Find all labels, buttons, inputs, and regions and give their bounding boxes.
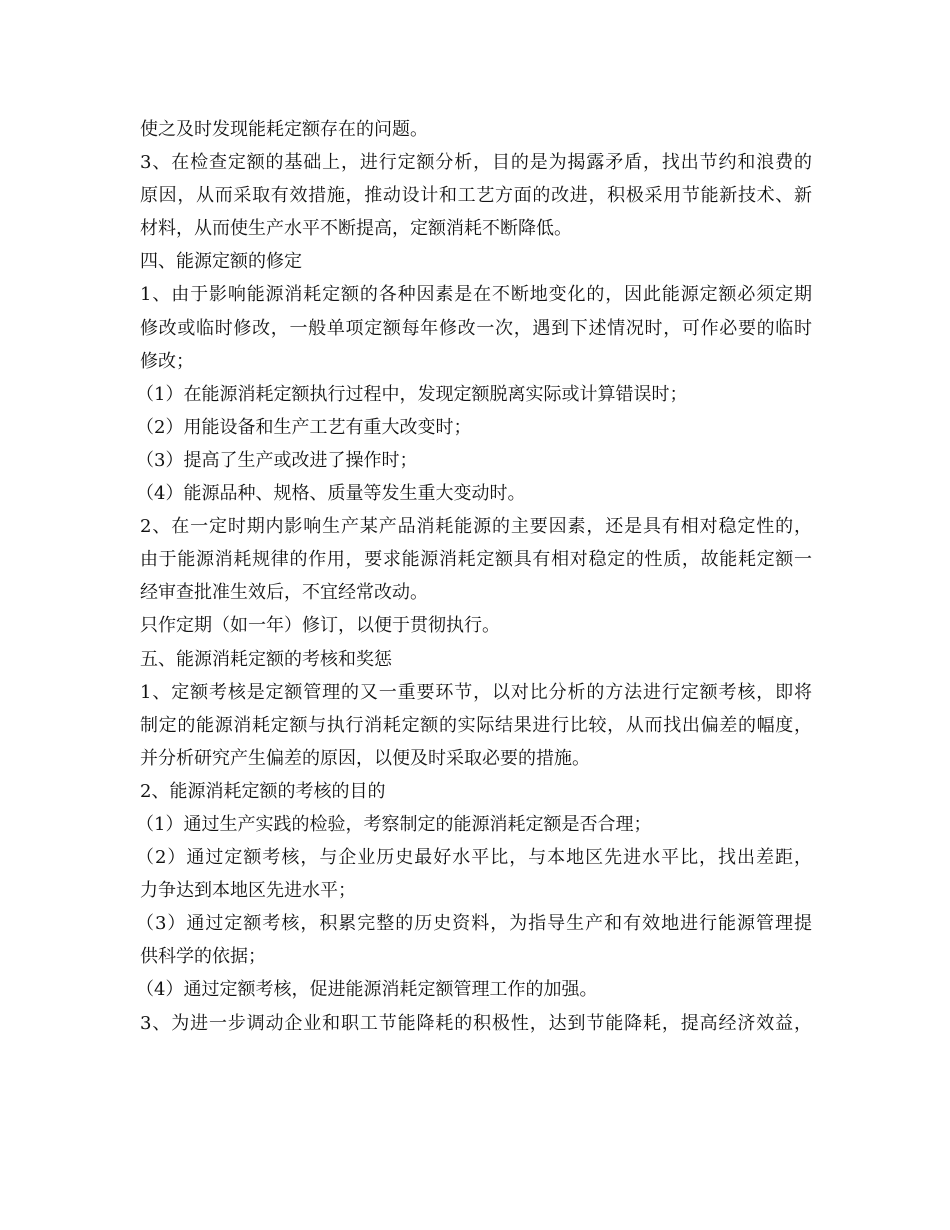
paragraph-line: 制定的能源消耗定额与执行消耗定额的实际结果进行比较，从而找出偏差的幅度，	[140, 714, 812, 736]
paragraph-line: 3、为进一步调动企业和职工节能降耗的积极性，达到节能降耗，提高经济效益，	[140, 1012, 812, 1034]
paragraph-line: 并分析研究产生偏差的原因，以便及时采取必要的措施。	[140, 747, 590, 769]
paragraph-line: 使之及时发现能耗定额存在的问题。	[140, 119, 428, 140]
list-item: （1）通过生产实践的检验，考察制定的能源消耗定额是否合理；	[136, 813, 652, 835]
list-item-continuation: 供科学的依据；	[140, 946, 266, 968]
section-heading: 四、能源定额的修定	[140, 251, 302, 273]
list-item-continuation: 力争达到本地区先进水平；	[140, 880, 356, 902]
list-item: （2）通过定额考核，与企业历史最好水平比，与本地区先进水平比，找出差距，	[136, 847, 812, 869]
list-item: （3）通过定额考核，积累完整的历史资料，为指导生产和有效地进行能源管理提	[136, 913, 812, 935]
paragraph-line: 经审查批准生效后，不宜经常改动。	[140, 582, 428, 604]
paragraph-line: 1、定额考核是定额管理的又一重要环节，以对比分析的方法进行定额考核，即将	[140, 681, 812, 703]
list-item: （1）在能源消耗定额执行过程中，发现定额脱离实际或计算错误时；	[136, 383, 688, 405]
paragraph-line: 材料，从而使生产水平不断提高，定额消耗不断降低。	[140, 218, 572, 240]
paragraph-line: 3、在检查定额的基础上，进行定额分析，目的是为揭露矛盾，找出节约和浪费的	[140, 152, 812, 174]
subsection-heading: 2、能源消耗定额的考核的目的	[140, 780, 386, 802]
list-item: （2）用能设备和生产工艺有重大改变时；	[136, 416, 472, 438]
list-item: （4）能源品种、规格、质量等发生重大变动时。	[136, 483, 526, 505]
document-body	[136, 113, 812, 1040]
paragraph-line: 1、由于影响能源消耗定额的各种因素是在不断地变化的，因此能源定额必须定期	[140, 284, 812, 306]
section-heading: 五、能源消耗定额的考核和奖惩	[140, 648, 392, 670]
paragraph-line: 修改；	[140, 350, 194, 372]
paragraph-line: 原因，从而采取有效措施，推动设计和工艺方面的改进，积极采用节能新技术、新	[140, 185, 812, 207]
paragraph-line: 由于能源消耗规律的作用，要求能源消耗定额具有相对稳定的性质，故能耗定额一	[140, 549, 812, 571]
paragraph-line: 2、在一定时期内影响生产某产品消耗能源的主要因素，还是具有相对稳定性的，	[140, 516, 812, 538]
paragraph-line: 只作定期（如一年）修订，以便于贯彻执行。	[140, 615, 500, 637]
list-item: （3）提高了生产或改进了操作时；	[136, 449, 418, 471]
paragraph-line: 修改或临时修改，一般单项定额每年修改一次，遇到下述情况时，可作必要的临时	[140, 317, 812, 339]
list-item: （4）通过定额考核，促进能源消耗定额管理工作的加强。	[136, 979, 598, 1001]
